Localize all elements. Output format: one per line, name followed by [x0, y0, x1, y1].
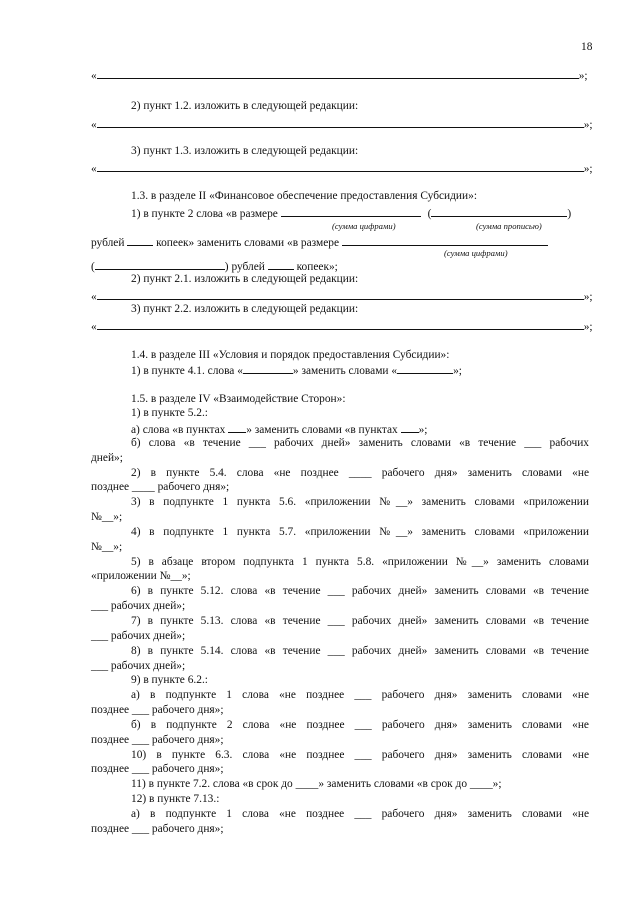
blank-field[interactable]	[97, 116, 584, 128]
paragraph-item	[131, 421, 427, 437]
blank-field[interactable]	[228, 421, 246, 433]
quoted-blank-line	[91, 318, 593, 334]
blank-field[interactable]	[268, 258, 294, 270]
text: 1) в пункте 4.1. слова «	[131, 365, 243, 377]
section-heading: 1.4. в разделе III «Условия и порядок предоставления Субсидии»:	[131, 349, 450, 361]
text: копеек» заменить словами «в размере	[156, 237, 340, 249]
text: б) слова «в течение ___ рабочих дней» заменить словами «в течение ___ рабочих	[131, 437, 589, 449]
paragraph-item: 9) в пункте 6.2.:	[131, 674, 208, 686]
quote-open: «	[91, 321, 97, 333]
paragraph-line: ___ рабочих дней»;	[91, 600, 186, 612]
sum-digits-field[interactable]	[281, 205, 421, 217]
text: 7) в пункте 5.13. слова «в течение ___ рабочих дней» заменить словами «в течение	[131, 615, 589, 627]
paragraph-line: ( ) рублей копеек»;	[91, 258, 338, 274]
quote-open: «	[91, 119, 97, 131]
paragraph-item	[91, 466, 589, 480]
text: б) в подпункте 2 слова «не позднее ___ рабочего дня» заменить словами «не	[131, 719, 589, 731]
quoted-blank-line	[91, 67, 589, 83]
text: ) рублей	[224, 261, 265, 273]
paragraph-line: позднее ___ рабочего дня»;	[91, 763, 224, 775]
text: 4) в подпункте 1 пункта 5.7. «приложении №__» заменить словами «приложении	[131, 526, 589, 538]
paragraph-item	[91, 436, 589, 450]
quote-close: »;	[583, 163, 593, 175]
paragraph-item	[91, 644, 589, 658]
paragraph-item	[91, 748, 589, 762]
paragraph-item: 3) пункт 2.2. изложить в следующей редакции:	[131, 303, 359, 315]
page-number: 18	[581, 41, 593, 53]
quote-close: »;	[583, 119, 593, 131]
paragraph-item: 2) пункт 1.2. изложить в следующей редакции:	[131, 100, 359, 112]
paragraph-item	[91, 718, 589, 732]
paragraph-line: дней»;	[91, 452, 123, 464]
paragraph-item	[91, 555, 589, 569]
paragraph-item: 11) в пункте 7.2. слова «в срок до ____» заменить словами «в срок до ____»;	[131, 778, 502, 790]
text: »;	[453, 365, 462, 377]
text: 10) в пункте 6.3. слова «не позднее ___ рабочего дня» заменить словами «не	[131, 749, 589, 761]
paragraph-line: №__»;	[91, 541, 123, 553]
sum-digits-field[interactable]	[342, 234, 548, 246]
blank-field[interactable]	[127, 234, 153, 246]
blank-field[interactable]	[97, 160, 584, 172]
text: рублей	[91, 237, 125, 249]
text: » заменить словами «	[292, 365, 398, 377]
quoted-blank-line	[91, 160, 593, 176]
text: 1) в пункте 2 слова «в размере	[131, 208, 278, 220]
paragraph-item: 1) в пункте 2 слова «в размере ( )	[131, 205, 571, 221]
paragraph-line: позднее ___ рабочего дня»;	[91, 734, 224, 746]
paragraph-item: 1) в пункте 5.2.:	[131, 407, 208, 419]
text: а) в подпункте 1 слова «не позднее ___ рабочего дня» заменить словами «не	[131, 689, 589, 701]
quote-close: »;	[578, 70, 588, 82]
caption-sum-digits: (сумма цифрами)	[332, 221, 396, 231]
paragraph-item	[91, 495, 589, 509]
text: 6) в пункте 5.12. слова «в течение ___ рабочих дней» заменить словами «в течение	[131, 585, 589, 597]
paragraph-line: позднее ____ рабочего дня»;	[91, 481, 230, 493]
caption-sum-words: (сумма прописью)	[476, 221, 542, 231]
paragraph-item: 2) пункт 2.1. изложить в следующей редакции:	[131, 273, 359, 285]
quote-close: »;	[583, 321, 593, 333]
text: 5) в абзаце втором подпункта 1 пункта 5.8. «приложении №__» заменить словами	[131, 556, 589, 568]
blank-field[interactable]	[401, 421, 419, 433]
paragraph-item: 12) в пункте 7.13.:	[131, 793, 220, 805]
paragraph-item	[91, 688, 589, 702]
quote-close: »;	[583, 291, 593, 303]
paragraph-item	[91, 614, 589, 628]
paragraph-item	[131, 362, 462, 378]
quote-open: «	[91, 291, 97, 303]
caption-sum-digits: (сумма цифрами)	[444, 248, 508, 258]
blank-field[interactable]	[97, 288, 584, 300]
text: 3) в подпункте 1 пункта 5.6. «приложении №__» заменить словами «приложении	[131, 496, 589, 508]
paragraph-item: 3) пункт 1.3. изложить в следующей редакции:	[131, 145, 359, 157]
sum-words-field[interactable]	[431, 205, 567, 217]
paragraph-line: ___ рабочих дней»;	[91, 630, 186, 642]
quote-open: «	[91, 163, 97, 175]
paragraph-line: ___ рабочих дней»;	[91, 660, 186, 672]
paragraph-item	[91, 807, 589, 821]
blank-field[interactable]	[243, 362, 293, 374]
paragraph-item	[91, 525, 589, 539]
blank-field[interactable]	[397, 362, 453, 374]
quote-open: «	[91, 70, 97, 82]
blank-field[interactable]	[97, 67, 579, 79]
section-heading: 1.5. в разделе IV «Взаимодействие Сторон»:	[131, 393, 346, 405]
paragraph-line: позднее ___ рабочего дня»;	[91, 704, 224, 716]
blank-field[interactable]	[97, 318, 584, 330]
paragraph-item	[91, 584, 589, 598]
paragraph-line: позднее ___ рабочего дня»;	[91, 823, 224, 835]
quoted-blank-line	[91, 116, 593, 132]
paragraph-line: №__»;	[91, 511, 123, 523]
text: 8) в пункте 5.14. слова «в течение ___ рабочих дней» заменить словами «в течение	[131, 645, 589, 657]
paragraph-line: «приложении №__»;	[91, 570, 191, 582]
text: 2) в пункте 5.4. слова «не позднее ____ рабочего дня» заменить словами «не	[131, 467, 589, 479]
text: копеек»;	[296, 261, 338, 273]
text: а) слова «в пунктах	[131, 424, 226, 436]
text: а) в подпункте 1 слова «не позднее ___ рабочего дня» заменить словами «не	[131, 808, 589, 820]
sum-words-field[interactable]	[95, 258, 225, 270]
section-heading: 1.3. в разделе II «Финансовое обеспечение предоставления Субсидии»:	[131, 190, 477, 202]
text: »;	[418, 424, 428, 436]
text: » заменить словами «в пунктах	[246, 424, 398, 436]
